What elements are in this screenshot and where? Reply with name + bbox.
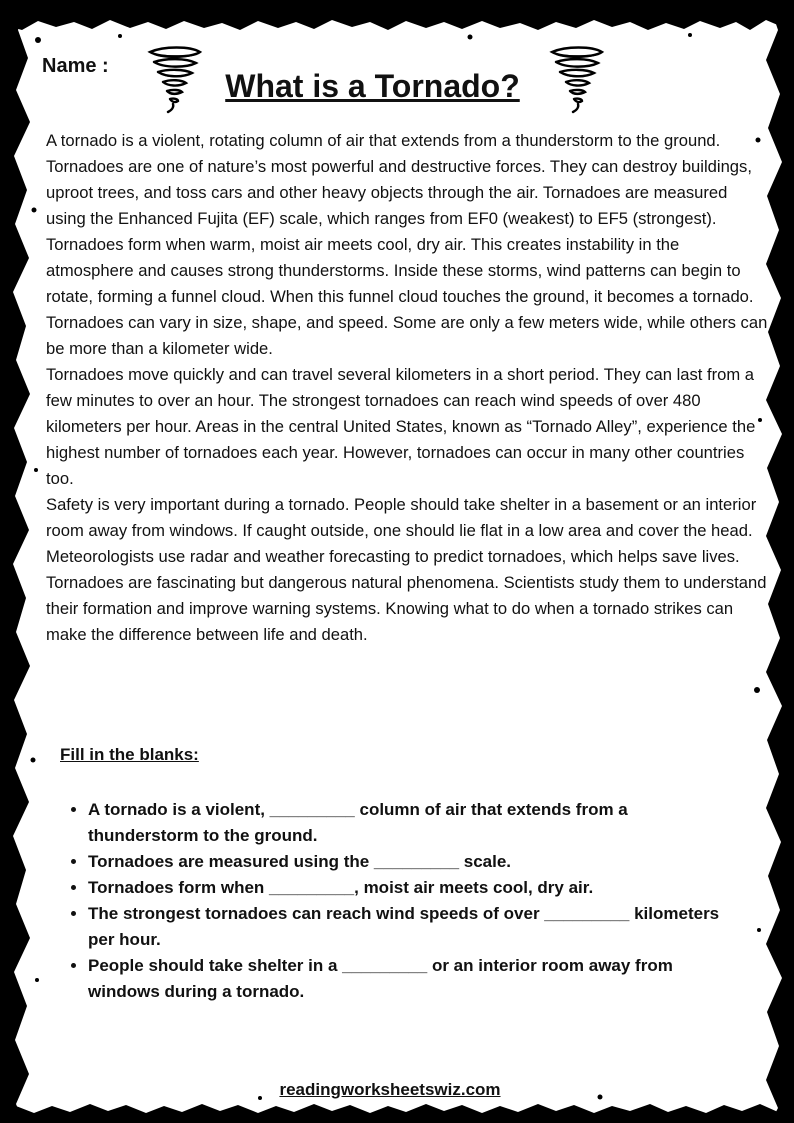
passage-paragraph: Tornadoes are fascinating but dangerous natural phenomena. Scientists study them to understand their formation and improve warning systems. Knowing what to do when a tornado strikes can make the difference between life and death. xyxy=(46,573,767,644)
passage-paragraph: A tornado is a violent, rotating column of air that extends from a thunderstorm to the ground. Tornadoes are one of nature’s most powerful and destructive forces. They can destroy buildings, uproot trees, and toss cars and other heavy objects through the air. Tornadoes are measured using the Enhanced Fujita (EF) scale, which ranges from EF0 (weakest) to EF5 (strongest). xyxy=(46,131,752,228)
page-title: What is a Tornado? xyxy=(225,68,520,104)
list-item: • Tornadoes form when _________, moist air meets cool, dry air. xyxy=(88,875,728,901)
fill-in-blanks-list xyxy=(64,797,728,1005)
passage-paragraph: Tornadoes move quickly and can travel several kilometers in a short period. They can last from a few minutes to over an hour. The strongest tornadoes can reach wind speeds of over 480 kilometers per hour. Areas in the central United States, known as “Tornado Alley”, experience the highest number of tornadoes each year. However, tornadoes can occur in many other countries too. xyxy=(46,365,756,488)
passage-paragraph: Safety is very important during a tornado. People should take shelter in a basement or an interior room away from windows. If caught outside, one should lie flat in a low area and cover the head. Meteorologists use radar and weather forecasting to predict tornadoes, which helps save lives. xyxy=(46,495,757,566)
footer-website: readingworksheetswiz.com xyxy=(279,1080,501,1099)
list-item: • People should take shelter in a _________ or an interior room away from windows during a tornado. xyxy=(88,953,728,1005)
tornado-icon xyxy=(548,44,606,114)
name-label: Name : xyxy=(42,55,109,77)
reading-passage xyxy=(46,128,768,648)
list-item: • Tornadoes are measured using the _________ scale. xyxy=(88,849,728,875)
fill-in-blanks-heading: Fill in the blanks: xyxy=(60,745,199,764)
list-item: • A tornado is a violent, _________ column of air that extends from a thunderstorm to the ground. xyxy=(88,797,728,849)
passage-paragraph: Tornadoes form when warm, moist air meets cool, dry air. This creates instability in the atmosphere and causes strong thunderstorms. Inside these storms, wind patterns can begin to rotate, forming a funnel cloud. When this funnel cloud touches the ground, it becomes a tornado. Tornadoes can vary in size, shape, and speed. Some are only a few meters wide, while others can be more than a kilometer wide. xyxy=(46,235,768,358)
list-item: • The strongest tornadoes can reach wind speeds of over _________ kilometers per hour. xyxy=(88,901,728,953)
tornado-icon xyxy=(146,44,204,114)
